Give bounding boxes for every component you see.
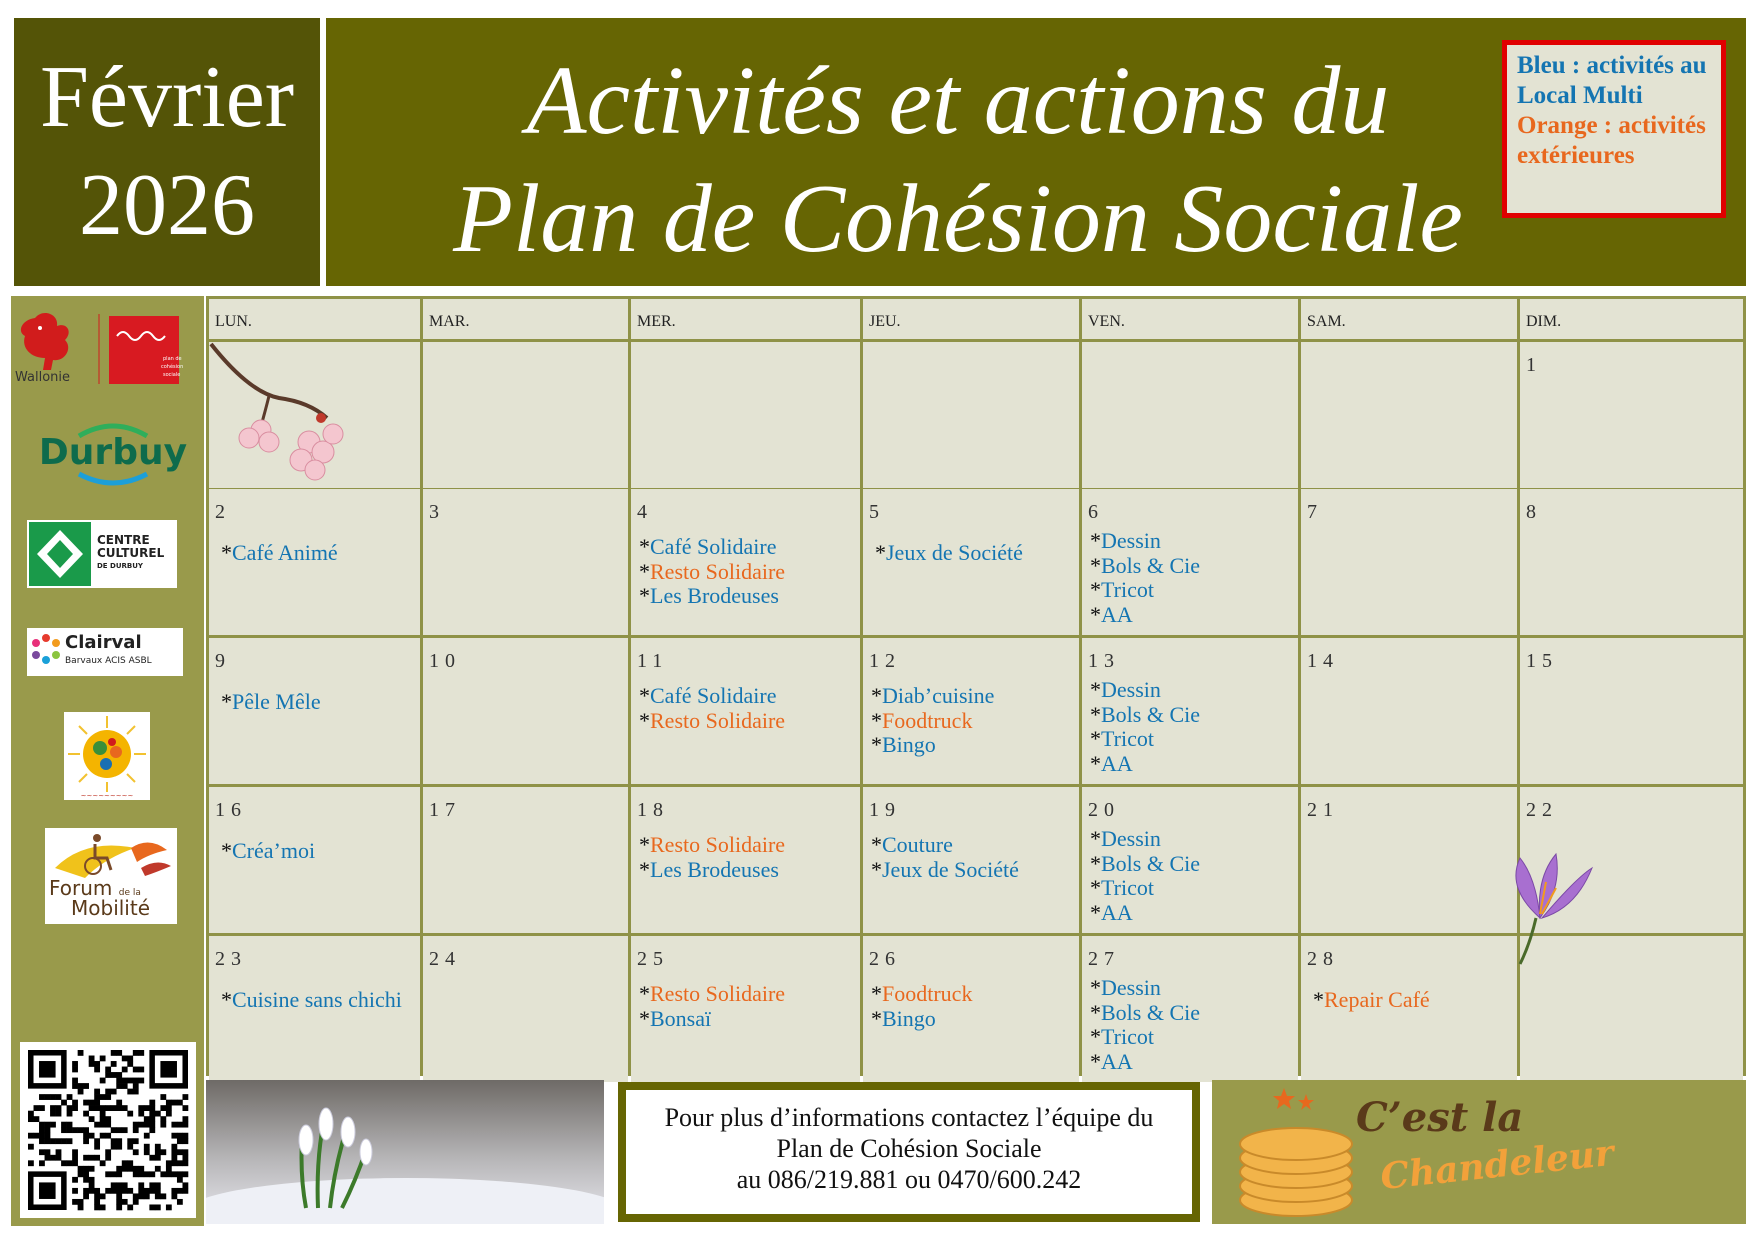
day-cell — [631, 489, 860, 635]
day-number: 21 — [1307, 799, 1339, 821]
day-cell — [863, 787, 1079, 933]
activity-label: AA — [1101, 899, 1133, 925]
activity-label: Créa’moi — [232, 838, 316, 863]
chandeleur-line1: C’est la — [1356, 1094, 1524, 1141]
activity-item: *Resto Solidaire — [639, 981, 786, 1006]
day-cell — [423, 342, 628, 488]
day-number: 17 — [429, 799, 461, 821]
forum-line1: Forum — [49, 876, 113, 900]
activity-label: Les Brodeuses — [650, 583, 779, 608]
svg-text:cohésion: cohésion — [161, 364, 184, 370]
activity-item: *Pêle Mêle — [221, 689, 321, 714]
activity-item: *Tricot — [1090, 1024, 1154, 1049]
activity-item: *AA — [1090, 750, 1133, 776]
activity-label: Café Solidaire — [650, 534, 777, 559]
year-label: 2026 — [79, 157, 255, 254]
activity-label: AA — [1101, 601, 1133, 627]
activity-item: *Resto Solidaire — [639, 558, 786, 584]
weekday-header: VEN. — [1082, 299, 1298, 339]
activity-label: Bonsaï — [650, 1005, 712, 1031]
day-cell — [1520, 489, 1743, 635]
activity-label: Tricot — [1101, 1024, 1154, 1049]
contact-line2: Plan de Cohésion Sociale — [776, 1134, 1042, 1163]
activity-item: *Tricot — [1090, 577, 1154, 602]
day-number: 28 — [1307, 948, 1339, 970]
legend-orange: Orange : activités extérieures — [1517, 112, 1706, 169]
activity-item: *Resto Solidaire — [639, 832, 786, 857]
day-number: 19 — [869, 799, 901, 821]
activity-label: Jeux de Société — [882, 856, 1019, 882]
activity-label: AA — [1101, 1048, 1133, 1074]
activity-label: Resto Solidaire — [650, 558, 786, 584]
day-number: 6 — [1088, 501, 1104, 523]
activity-item: *Créa’moi — [221, 838, 316, 863]
day-number: 1 — [1526, 354, 1542, 376]
activity-label: Couture — [882, 832, 953, 857]
activity-item: *Couture — [871, 832, 953, 857]
activity-item: *Les Brodeuses — [639, 583, 779, 608]
day-cell — [863, 342, 1079, 488]
activity-label: Foodtruck — [882, 981, 973, 1006]
qr-code[interactable] — [20, 1042, 196, 1218]
chandeleur-box — [1212, 1080, 1746, 1224]
day-cell — [1301, 787, 1517, 933]
day-number: 8 — [1526, 501, 1542, 523]
day-cell — [631, 787, 860, 933]
day-cell — [1082, 936, 1298, 1082]
day-cell — [423, 936, 628, 1082]
durbuy-logo — [29, 414, 197, 494]
activity-label: Jeux de Société — [886, 540, 1023, 565]
forum-small: de la — [118, 888, 141, 898]
wallonie-label: Wallonie — [15, 370, 71, 385]
day-number: 11 — [637, 650, 669, 672]
activity-item: *Café Solidaire — [639, 534, 777, 559]
day-cell — [1082, 638, 1298, 784]
day-number: 3 — [429, 501, 445, 523]
snowdrop-photo — [206, 1080, 604, 1224]
sun-logo — [64, 712, 150, 800]
weekday-header: DIM. — [1520, 299, 1743, 339]
page-title-line1: Activités et actions du — [526, 47, 1390, 155]
centre-culturel-line1: CENTRE — [97, 533, 150, 547]
clairval-logo — [27, 628, 183, 676]
activity-label: Bols & Cie — [1101, 850, 1201, 876]
day-cell — [863, 638, 1079, 784]
activity-item: *Les Brodeuses — [639, 856, 779, 882]
activity-label: Café Animé — [232, 540, 338, 565]
day-number: 5 — [869, 501, 885, 523]
chandeleur-line2: Chandeleur — [1378, 1131, 1616, 1199]
activity-item: *Jeux de Société — [871, 856, 1019, 882]
activity-item: *Bingo — [871, 1005, 936, 1031]
activity-item: *Bols & Cie — [1090, 999, 1201, 1025]
activity-item: *Bols & Cie — [1090, 552, 1201, 578]
cherry-blossom-icon — [209, 342, 379, 488]
centre-culturel-logo — [27, 520, 177, 588]
day-cell — [209, 638, 420, 784]
activity-item: *Dessin — [1090, 528, 1161, 553]
day-number: 14 — [1307, 650, 1339, 672]
day-cell — [863, 489, 1079, 635]
sun-mosaic-icon — [64, 712, 150, 800]
day-cell — [631, 342, 860, 488]
day-number: 16 — [215, 799, 247, 821]
weekday-header: MER. — [631, 299, 860, 339]
activity-item: *Dessin — [1090, 975, 1161, 1000]
day-cell — [423, 489, 628, 635]
snowdrop-image-icon — [206, 1080, 604, 1224]
crocus-flower-icon — [1496, 848, 1596, 968]
weekday-header: LUN. — [209, 299, 420, 339]
activity-item: *AA — [1090, 1048, 1133, 1074]
weekday-header: MAR. — [423, 299, 628, 339]
activity-item: *Bingo — [871, 732, 936, 757]
day-cell — [423, 787, 628, 933]
day-number: 13 — [1088, 650, 1120, 672]
activity-label: Foodtruck — [882, 707, 973, 733]
activity-label: Les Brodeuses — [650, 856, 779, 882]
day-number: 10 — [429, 650, 461, 672]
day-number: 22 — [1526, 799, 1558, 821]
activity-item: *Bonsaï — [639, 1005, 712, 1031]
forum-line2: Mobilité — [71, 896, 151, 920]
day-cell — [631, 936, 860, 1082]
activity-item: *Resto Solidaire — [639, 707, 786, 733]
day-cell — [1520, 342, 1743, 488]
day-number: 24 — [429, 948, 461, 970]
day-cell — [1301, 638, 1517, 784]
day-cell — [631, 638, 860, 784]
activity-label: Tricot — [1101, 726, 1154, 751]
activity-label: Café Solidaire — [650, 683, 777, 708]
day-number: 4 — [637, 501, 653, 523]
activity-label: Bingo — [882, 732, 936, 757]
page-title-line2: Plan de Cohésion Sociale — [453, 165, 1463, 273]
activity-label: Tricot — [1101, 875, 1154, 900]
wallonie-pcs-logos — [13, 308, 191, 390]
day-cell — [209, 787, 420, 933]
activity-item: *AA — [1090, 899, 1133, 925]
clairval-burst-icon — [29, 632, 63, 666]
day-cell — [423, 638, 628, 784]
activity-label: Dessin — [1101, 528, 1161, 553]
activity-item: *Diab’cuisine — [871, 683, 995, 708]
day-number: 27 — [1088, 948, 1120, 970]
activity-item: *Café Solidaire — [639, 683, 777, 708]
activity-item: *Café Animé — [221, 540, 338, 565]
activity-item: *Dessin — [1090, 677, 1161, 702]
day-cell — [863, 936, 1079, 1082]
activity-label: Resto Solidaire — [650, 981, 786, 1006]
color-legend — [1502, 40, 1726, 218]
day-cell — [1301, 489, 1517, 635]
activity-label: Dessin — [1101, 826, 1161, 851]
svg-text:plan de: plan de — [163, 356, 182, 362]
activity-item: *Foodtruck — [871, 707, 973, 733]
day-cell — [1082, 342, 1298, 488]
day-number: 2 — [215, 501, 231, 523]
activity-label: Repair Café — [1324, 987, 1430, 1012]
activity-label: Diab’cuisine — [882, 683, 995, 708]
month-label: Février — [39, 49, 295, 146]
calendar-grid — [206, 296, 1746, 1076]
activity-item: *AA — [1090, 601, 1133, 627]
sponsor-sidebar — [11, 296, 204, 1226]
day-number: 18 — [637, 799, 669, 821]
day-number: 7 — [1307, 501, 1323, 523]
svg-text:sociale: sociale — [163, 372, 181, 378]
qr-code-icon — [20, 1042, 196, 1218]
activity-label: Bols & Cie — [1101, 552, 1201, 578]
weekday-header: JEU. — [863, 299, 1079, 339]
activity-item: *Bols & Cie — [1090, 701, 1201, 727]
activity-label: Cuisine sans chichi — [232, 987, 402, 1012]
activity-item: *Repair Café — [1313, 987, 1430, 1012]
activity-item: *Bols & Cie — [1090, 850, 1201, 876]
weekday-header: SAM. — [1301, 299, 1517, 339]
day-cell — [209, 489, 420, 635]
activity-label: AA — [1101, 750, 1133, 776]
centre-culturel-line3: DE DURBUY — [97, 562, 144, 570]
contact-box — [618, 1082, 1200, 1222]
day-number: 26 — [869, 948, 901, 970]
contact-line1: Pour plus d’informations contactez l’équipe du — [664, 1103, 1154, 1132]
activity-label: Dessin — [1101, 677, 1161, 702]
activity-label: Pêle Mêle — [232, 689, 321, 714]
day-number: 20 — [1088, 799, 1120, 821]
day-number: 25 — [637, 948, 669, 970]
activity-label: Resto Solidaire — [650, 707, 786, 733]
activity-label: Bols & Cie — [1101, 701, 1201, 727]
durbuy-text: Durbuy — [38, 432, 188, 473]
legend-blue: Bleu : activités au Local Multi — [1517, 52, 1707, 109]
activity-label: Bingo — [882, 1005, 936, 1031]
day-cell — [209, 936, 420, 1082]
month-year-box — [14, 18, 320, 286]
day-cell — [1301, 342, 1517, 488]
day-cell — [1082, 787, 1298, 933]
day-cell — [1520, 638, 1743, 784]
svg-text:~~~~~~~~~: ~~~~~~~~~ — [80, 792, 134, 800]
activity-item: *Foodtruck — [871, 981, 973, 1006]
day-cell — [1301, 936, 1517, 1082]
day-number: 15 — [1526, 650, 1558, 672]
forum-mobilite-logo — [45, 828, 177, 924]
activity-label: Dessin — [1101, 975, 1161, 1000]
activity-item: *Jeux de Société — [875, 540, 1023, 565]
activity-item: *Tricot — [1090, 875, 1154, 900]
day-number: 23 — [215, 948, 247, 970]
day-cell — [1082, 489, 1298, 635]
clairval-sub: Barvaux ACIS ASBL — [65, 656, 152, 666]
centre-culturel-line2: CULTUREL — [97, 546, 165, 560]
day-number: 12 — [869, 650, 901, 672]
activity-item: *Dessin — [1090, 826, 1161, 851]
clairval-name: Clairval — [65, 632, 142, 653]
centre-culturel-diamond-icon — [27, 520, 93, 588]
contact-line3: au 086/219.881 ou 0470/600.242 — [736, 1165, 1082, 1194]
activity-item: *Cuisine sans chichi — [221, 987, 402, 1012]
activity-label: Resto Solidaire — [650, 832, 786, 857]
day-number: 9 — [215, 650, 231, 672]
activity-label: Bols & Cie — [1101, 999, 1201, 1025]
activity-label: Tricot — [1101, 577, 1154, 602]
activity-item: *Tricot — [1090, 726, 1154, 751]
